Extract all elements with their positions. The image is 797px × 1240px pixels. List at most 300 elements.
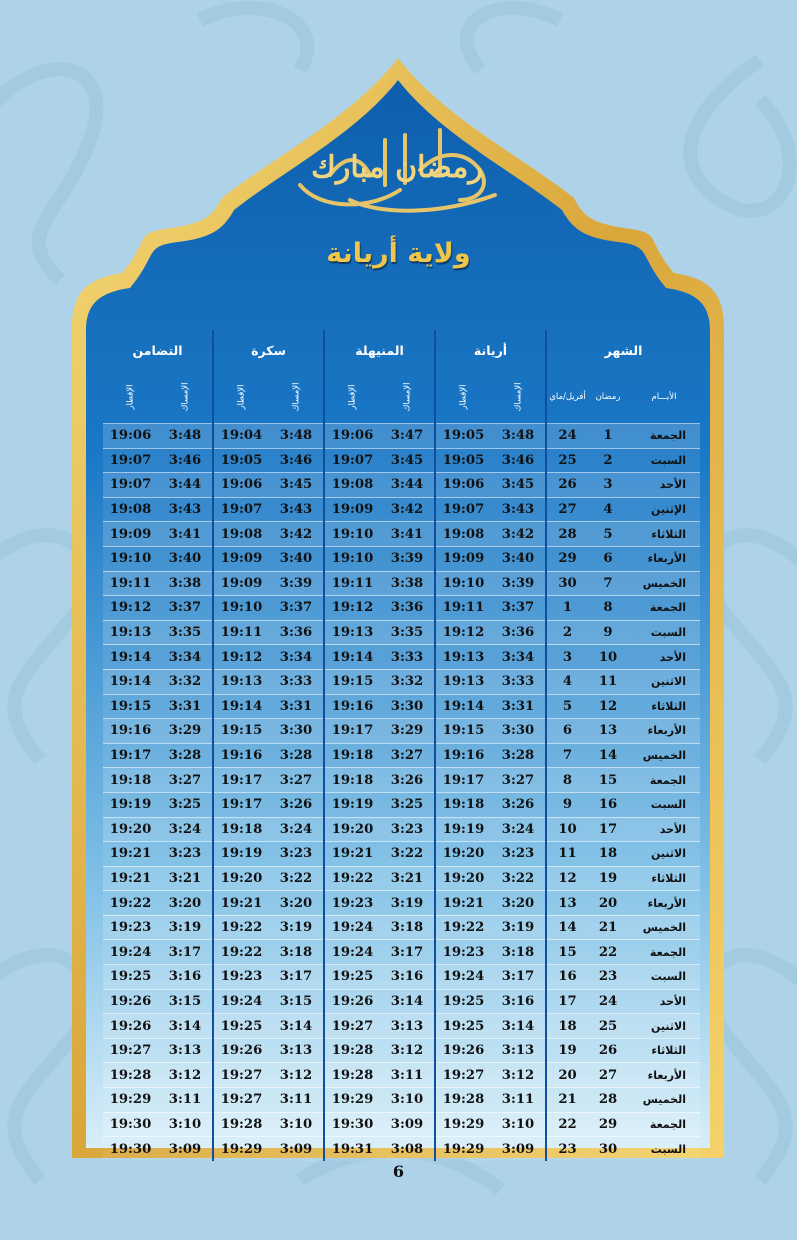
day-name: الخميس [628, 1088, 700, 1113]
iftar-time: 19:13 [213, 669, 269, 694]
ramadan-day: 19 [588, 866, 628, 891]
iftar-time: 19:27 [435, 1063, 491, 1088]
imsak-time: 3:37 [491, 596, 546, 621]
day-name: الأربعاء [628, 719, 700, 744]
table-row [103, 989, 700, 1014]
day-name: الأربعاء [628, 1063, 700, 1088]
imsak-time: 3:17 [491, 965, 546, 990]
ramadan-day: 20 [588, 891, 628, 916]
imsak-time: 3:40 [158, 546, 213, 571]
imsak-time: 3:36 [380, 596, 435, 621]
imsak-time: 3:34 [269, 645, 324, 670]
imsak-time: 3:29 [158, 719, 213, 744]
imsak-time: 3:28 [158, 743, 213, 768]
imsak-time: 3:26 [269, 792, 324, 817]
iftar-time: 19:17 [435, 768, 491, 793]
imsak-time: 3:09 [491, 1137, 546, 1161]
iftar-time: 19:23 [213, 965, 269, 990]
imsak-time: 3:40 [491, 546, 546, 571]
imsak-time: 3:23 [158, 842, 213, 867]
iftar-time: 19:25 [213, 1014, 269, 1039]
header-days: الأيـــام [651, 392, 677, 402]
day-name: الخميس [628, 743, 700, 768]
imsak-time: 3:36 [491, 620, 546, 645]
iftar-time: 19:16 [435, 743, 491, 768]
table-row [103, 866, 700, 891]
table-row [103, 424, 700, 449]
imsak-time: 3:48 [491, 424, 546, 449]
gregorian-day: 27 [546, 497, 588, 522]
gregorian-day: 20 [546, 1063, 588, 1088]
iftar-time: 19:18 [103, 768, 158, 793]
ramadan-day: 28 [588, 1088, 628, 1113]
table-row [103, 1088, 700, 1113]
ramadan-day: 1 [588, 424, 628, 449]
iftar-time: 19:10 [435, 571, 491, 596]
imsak-time: 3:09 [269, 1137, 324, 1161]
imsak-time: 3:14 [158, 1014, 213, 1039]
imsak-time: 3:20 [491, 891, 546, 916]
imsak-time: 3:33 [491, 669, 546, 694]
imsak-time: 3:13 [380, 1014, 435, 1039]
gregorian-day: 12 [546, 866, 588, 891]
iftar-time: 19:17 [213, 768, 269, 793]
header-iftar: الإفطار [324, 371, 380, 424]
iftar-time: 19:16 [213, 743, 269, 768]
table-row [103, 620, 700, 645]
iftar-time: 19:13 [324, 620, 380, 645]
imsak-time: 3:33 [380, 645, 435, 670]
imsak-time: 3:27 [269, 768, 324, 793]
imsak-time: 3:43 [491, 497, 546, 522]
iftar-time: 19:29 [324, 1088, 380, 1113]
ramadan-day: 21 [588, 915, 628, 940]
iftar-time: 19:05 [213, 448, 269, 473]
imsak-time: 3:12 [380, 1038, 435, 1063]
iftar-time: 19:27 [103, 1038, 158, 1063]
gregorian-day: 29 [546, 546, 588, 571]
imsak-time: 3:22 [269, 866, 324, 891]
header-region-ariana: أريانة [435, 330, 546, 371]
iftar-time: 19:16 [324, 694, 380, 719]
gregorian-day: 6 [546, 719, 588, 744]
gregorian-day: 22 [546, 1112, 588, 1137]
imsak-time: 3:31 [158, 694, 213, 719]
ramadan-day: 14 [588, 743, 628, 768]
iftar-time: 19:13 [435, 645, 491, 670]
table-row [103, 1137, 700, 1161]
iftar-time: 19:30 [103, 1137, 158, 1161]
page-number: 6 [392, 1162, 405, 1181]
table-row [103, 448, 700, 473]
imsak-time: 3:43 [158, 497, 213, 522]
table-row [103, 669, 700, 694]
imsak-time: 3:32 [158, 669, 213, 694]
imsak-time: 3:30 [380, 694, 435, 719]
iftar-time: 19:27 [213, 1088, 269, 1113]
gregorian-day: 3 [546, 645, 588, 670]
imsak-time: 3:11 [269, 1088, 324, 1113]
day-name: الثلاثاء [628, 694, 700, 719]
imsak-time: 3:27 [158, 768, 213, 793]
timetable [103, 330, 700, 1157]
imsak-time: 3:16 [491, 989, 546, 1014]
iftar-time: 19:28 [435, 1088, 491, 1113]
iftar-time: 19:12 [103, 596, 158, 621]
ramadan-day: 29 [588, 1112, 628, 1137]
gregorian-day: 26 [546, 473, 588, 498]
imsak-time: 3:09 [158, 1137, 213, 1161]
table-row [103, 768, 700, 793]
imsak-time: 3:17 [269, 965, 324, 990]
ramadan-day: 6 [588, 546, 628, 571]
iftar-time: 19:16 [103, 719, 158, 744]
iftar-time: 19:06 [324, 424, 380, 449]
imsak-time: 3:45 [491, 473, 546, 498]
imsak-time: 3:44 [380, 473, 435, 498]
day-name: الثلاثاء [628, 1038, 700, 1063]
table-row [103, 694, 700, 719]
gregorian-day: 28 [546, 522, 588, 547]
timetable-body [103, 424, 700, 1161]
iftar-time: 19:08 [213, 522, 269, 547]
header-ramadan: رمضان [595, 392, 621, 402]
imsak-time: 3:42 [269, 522, 324, 547]
gregorian-day: 9 [546, 792, 588, 817]
iftar-time: 19:24 [103, 940, 158, 965]
ramadan-day: 11 [588, 669, 628, 694]
iftar-time: 19:20 [103, 817, 158, 842]
iftar-time: 19:07 [103, 473, 158, 498]
iftar-time: 19:26 [435, 1038, 491, 1063]
iftar-time: 19:15 [213, 719, 269, 744]
imsak-time: 3:26 [491, 792, 546, 817]
iftar-time: 19:26 [324, 989, 380, 1014]
iftar-time: 19:13 [435, 669, 491, 694]
iftar-time: 19:29 [103, 1088, 158, 1113]
imsak-time: 3:23 [491, 842, 546, 867]
gregorian-day: 21 [546, 1088, 588, 1113]
imsak-time: 3:13 [491, 1038, 546, 1063]
iftar-time: 19:19 [103, 792, 158, 817]
iftar-time: 19:21 [435, 891, 491, 916]
prayer-times-table [103, 330, 700, 1161]
table-row [103, 891, 700, 916]
iftar-time: 19:18 [213, 817, 269, 842]
iftar-time: 19:12 [213, 645, 269, 670]
day-name: السبت [628, 965, 700, 990]
imsak-time: 3:30 [269, 719, 324, 744]
iftar-time: 19:21 [103, 866, 158, 891]
day-name: الأحد [628, 817, 700, 842]
gregorian-day: 10 [546, 817, 588, 842]
imsak-time: 3:23 [380, 817, 435, 842]
imsak-time: 3:16 [158, 965, 213, 990]
imsak-time: 3:39 [269, 571, 324, 596]
calligraphy-title: رمضان مبارك [311, 150, 483, 185]
imsak-time: 3:40 [269, 546, 324, 571]
iftar-time: 19:07 [435, 497, 491, 522]
ramadan-day: 15 [588, 768, 628, 793]
iftar-time: 19:26 [103, 1014, 158, 1039]
header-row-groups [103, 330, 700, 371]
imsak-time: 3:35 [158, 620, 213, 645]
iftar-time: 19:11 [435, 596, 491, 621]
day-name: الاثنين [628, 1014, 700, 1039]
imsak-time: 3:31 [269, 694, 324, 719]
imsak-time: 3:27 [380, 743, 435, 768]
header-iftar: الإفطار [435, 371, 491, 424]
iftar-time: 19:24 [324, 915, 380, 940]
ramadan-day: 26 [588, 1038, 628, 1063]
day-name: الجمعة [628, 424, 700, 449]
gregorian-day: 30 [546, 571, 588, 596]
iftar-time: 19:20 [435, 866, 491, 891]
table-row [103, 571, 700, 596]
imsak-time: 3:36 [269, 620, 324, 645]
ramadan-day: 25 [588, 1014, 628, 1039]
imsak-time: 3:37 [269, 596, 324, 621]
day-name: الخميس [628, 915, 700, 940]
imsak-time: 3:13 [158, 1038, 213, 1063]
iftar-time: 19:19 [435, 817, 491, 842]
gregorian-day: 13 [546, 891, 588, 916]
header-imsak: الإمساك [290, 382, 301, 412]
day-name: السبت [628, 448, 700, 473]
gregorian-day: 24 [546, 424, 588, 449]
header-region-ettadhamen: التضامن [132, 342, 183, 358]
iftar-time: 19:19 [213, 842, 269, 867]
gregorian-day: 14 [546, 915, 588, 940]
gregorian-day: 1 [546, 596, 588, 621]
iftar-time: 19:22 [213, 915, 269, 940]
gregorian-day: 17 [546, 989, 588, 1014]
imsak-time: 3:46 [158, 448, 213, 473]
imsak-time: 3:41 [380, 522, 435, 547]
iftar-time: 19:25 [324, 965, 380, 990]
day-name: الثلاثاء [628, 866, 700, 891]
iftar-time: 19:30 [324, 1112, 380, 1137]
imsak-time: 3:11 [380, 1063, 435, 1088]
ramadan-day: 30 [588, 1137, 628, 1161]
day-name: الجمعة [628, 1112, 700, 1137]
iftar-time: 19:21 [103, 842, 158, 867]
iftar-time: 19:11 [103, 571, 158, 596]
imsak-time: 3:47 [380, 424, 435, 449]
imsak-time: 3:26 [380, 768, 435, 793]
table-row [103, 792, 700, 817]
imsak-time: 3:48 [158, 424, 213, 449]
imsak-time: 3:14 [491, 1014, 546, 1039]
iftar-time: 19:30 [103, 1112, 158, 1137]
iftar-time: 19:06 [435, 473, 491, 498]
ramadan-day: 13 [588, 719, 628, 744]
imsak-time: 3:48 [269, 424, 324, 449]
iftar-time: 19:10 [103, 546, 158, 571]
table-row [103, 1014, 700, 1039]
header-iftar: الإفطار [125, 384, 136, 410]
gregorian-day: 8 [546, 768, 588, 793]
iftar-time: 19:19 [324, 792, 380, 817]
iftar-time: 19:18 [435, 792, 491, 817]
iftar-time: 19:07 [324, 448, 380, 473]
imsak-time: 3:10 [491, 1112, 546, 1137]
table-row [103, 546, 700, 571]
imsak-time: 3:31 [491, 694, 546, 719]
iftar-time: 19:09 [435, 546, 491, 571]
ramadan-day: 10 [588, 645, 628, 670]
imsak-time: 3:20 [158, 891, 213, 916]
iftar-time: 19:23 [435, 940, 491, 965]
ramadan-mubarak-calligraphy [290, 115, 505, 220]
imsak-time: 3:19 [380, 891, 435, 916]
iftar-time: 19:05 [435, 448, 491, 473]
iftar-time: 19:29 [435, 1137, 491, 1161]
iftar-time: 19:12 [324, 596, 380, 621]
gregorian-day: 25 [546, 448, 588, 473]
ramadan-day: 27 [588, 1063, 628, 1088]
gregorian-day: 15 [546, 940, 588, 965]
imsak-time: 3:44 [158, 473, 213, 498]
imsak-time: 3:25 [380, 792, 435, 817]
imsak-time: 3:15 [269, 989, 324, 1014]
imsak-time: 3:39 [491, 571, 546, 596]
imsak-time: 3:20 [269, 891, 324, 916]
imsak-time: 3:14 [269, 1014, 324, 1039]
iftar-time: 19:22 [103, 891, 158, 916]
imsak-time: 3:46 [269, 448, 324, 473]
header-imsak: الإمساك [179, 382, 190, 412]
imsak-time: 3:18 [380, 915, 435, 940]
table-row [103, 1112, 700, 1137]
iftar-time: 19:17 [324, 719, 380, 744]
iftar-time: 19:23 [324, 891, 380, 916]
header-region-soukra: سكرة [213, 330, 324, 371]
iftar-time: 19:06 [213, 473, 269, 498]
iftar-time: 19:20 [213, 866, 269, 891]
iftar-time: 19:26 [103, 989, 158, 1014]
iftar-time: 19:10 [324, 522, 380, 547]
day-name: الثلاثاء [628, 522, 700, 547]
imsak-time: 3:35 [380, 620, 435, 645]
imsak-time: 3:32 [380, 669, 435, 694]
iftar-time: 19:25 [435, 989, 491, 1014]
imsak-time: 3:11 [491, 1088, 546, 1113]
iftar-time: 19:27 [324, 1014, 380, 1039]
day-name: الأربعاء [628, 891, 700, 916]
iftar-time: 19:26 [213, 1038, 269, 1063]
day-name: الأحد [628, 645, 700, 670]
imsak-time: 3:34 [491, 645, 546, 670]
iftar-time: 19:09 [324, 497, 380, 522]
iftar-time: 19:29 [435, 1112, 491, 1137]
iftar-time: 19:27 [213, 1063, 269, 1088]
imsak-time: 3:21 [380, 866, 435, 891]
iftar-time: 19:08 [435, 522, 491, 547]
iftar-time: 19:08 [103, 497, 158, 522]
table-row [103, 965, 700, 990]
ramadan-day: 5 [588, 522, 628, 547]
imsak-time: 3:29 [380, 719, 435, 744]
header-region-mnihla: المنيهلة [324, 330, 435, 371]
imsak-time: 3:45 [269, 473, 324, 498]
gregorian-day: 11 [546, 842, 588, 867]
iftar-time: 19:07 [213, 497, 269, 522]
iftar-time: 19:07 [103, 448, 158, 473]
imsak-time: 3:16 [380, 965, 435, 990]
iftar-time: 19:28 [213, 1112, 269, 1137]
ramadan-day: 22 [588, 940, 628, 965]
imsak-time: 3:12 [491, 1063, 546, 1088]
iftar-time: 19:22 [435, 915, 491, 940]
imsak-time: 3:19 [269, 915, 324, 940]
imsak-time: 3:19 [158, 915, 213, 940]
imsak-time: 3:24 [491, 817, 546, 842]
iftar-time: 19:04 [213, 424, 269, 449]
table-row [103, 842, 700, 867]
header-april-may: أفريل/ماي [546, 371, 588, 424]
table-row [103, 719, 700, 744]
header-imsak: الإمساك [512, 382, 523, 412]
iftar-time: 19:24 [324, 940, 380, 965]
iftar-time: 19:14 [324, 645, 380, 670]
day-name: السبت [628, 1137, 700, 1161]
day-name: الخميس [628, 571, 700, 596]
imsak-time: 3:12 [269, 1063, 324, 1088]
gregorian-day: 16 [546, 965, 588, 990]
iftar-time: 19:11 [324, 571, 380, 596]
imsak-time: 3:37 [158, 596, 213, 621]
header-row-subcolumns [103, 371, 700, 424]
table-row [103, 915, 700, 940]
imsak-time: 3:25 [158, 792, 213, 817]
imsak-time: 3:42 [491, 522, 546, 547]
iftar-time: 19:28 [324, 1063, 380, 1088]
iftar-time: 19:28 [324, 1038, 380, 1063]
gregorian-day: 2 [546, 620, 588, 645]
table-row [103, 940, 700, 965]
imsak-time: 3:11 [158, 1088, 213, 1113]
table-row [103, 497, 700, 522]
ramadan-day: 12 [588, 694, 628, 719]
iftar-time: 19:14 [103, 645, 158, 670]
header-month: الشهر [546, 330, 700, 371]
iftar-time: 19:20 [324, 817, 380, 842]
iftar-time: 19:13 [103, 620, 158, 645]
gregorian-day: 5 [546, 694, 588, 719]
ramadan-day: 3 [588, 473, 628, 498]
iftar-time: 19:15 [435, 719, 491, 744]
ramadan-day: 9 [588, 620, 628, 645]
imsak-time: 3:21 [158, 866, 213, 891]
iftar-time: 19:10 [213, 596, 269, 621]
ramadan-day: 17 [588, 817, 628, 842]
imsak-time: 3:12 [158, 1063, 213, 1088]
iftar-time: 19:14 [435, 694, 491, 719]
wilaya-title: ولاية أريانة [326, 238, 471, 269]
table-row [103, 1038, 700, 1063]
iftar-time: 19:18 [324, 768, 380, 793]
imsak-time: 3:17 [380, 940, 435, 965]
iftar-time: 19:20 [435, 842, 491, 867]
iftar-time: 19:28 [103, 1063, 158, 1088]
imsak-time: 3:27 [491, 768, 546, 793]
iftar-time: 19:21 [213, 891, 269, 916]
iftar-time: 19:08 [324, 473, 380, 498]
iftar-time: 19:23 [103, 915, 158, 940]
day-name: الاثنين [628, 842, 700, 867]
imsak-time: 3:18 [269, 940, 324, 965]
